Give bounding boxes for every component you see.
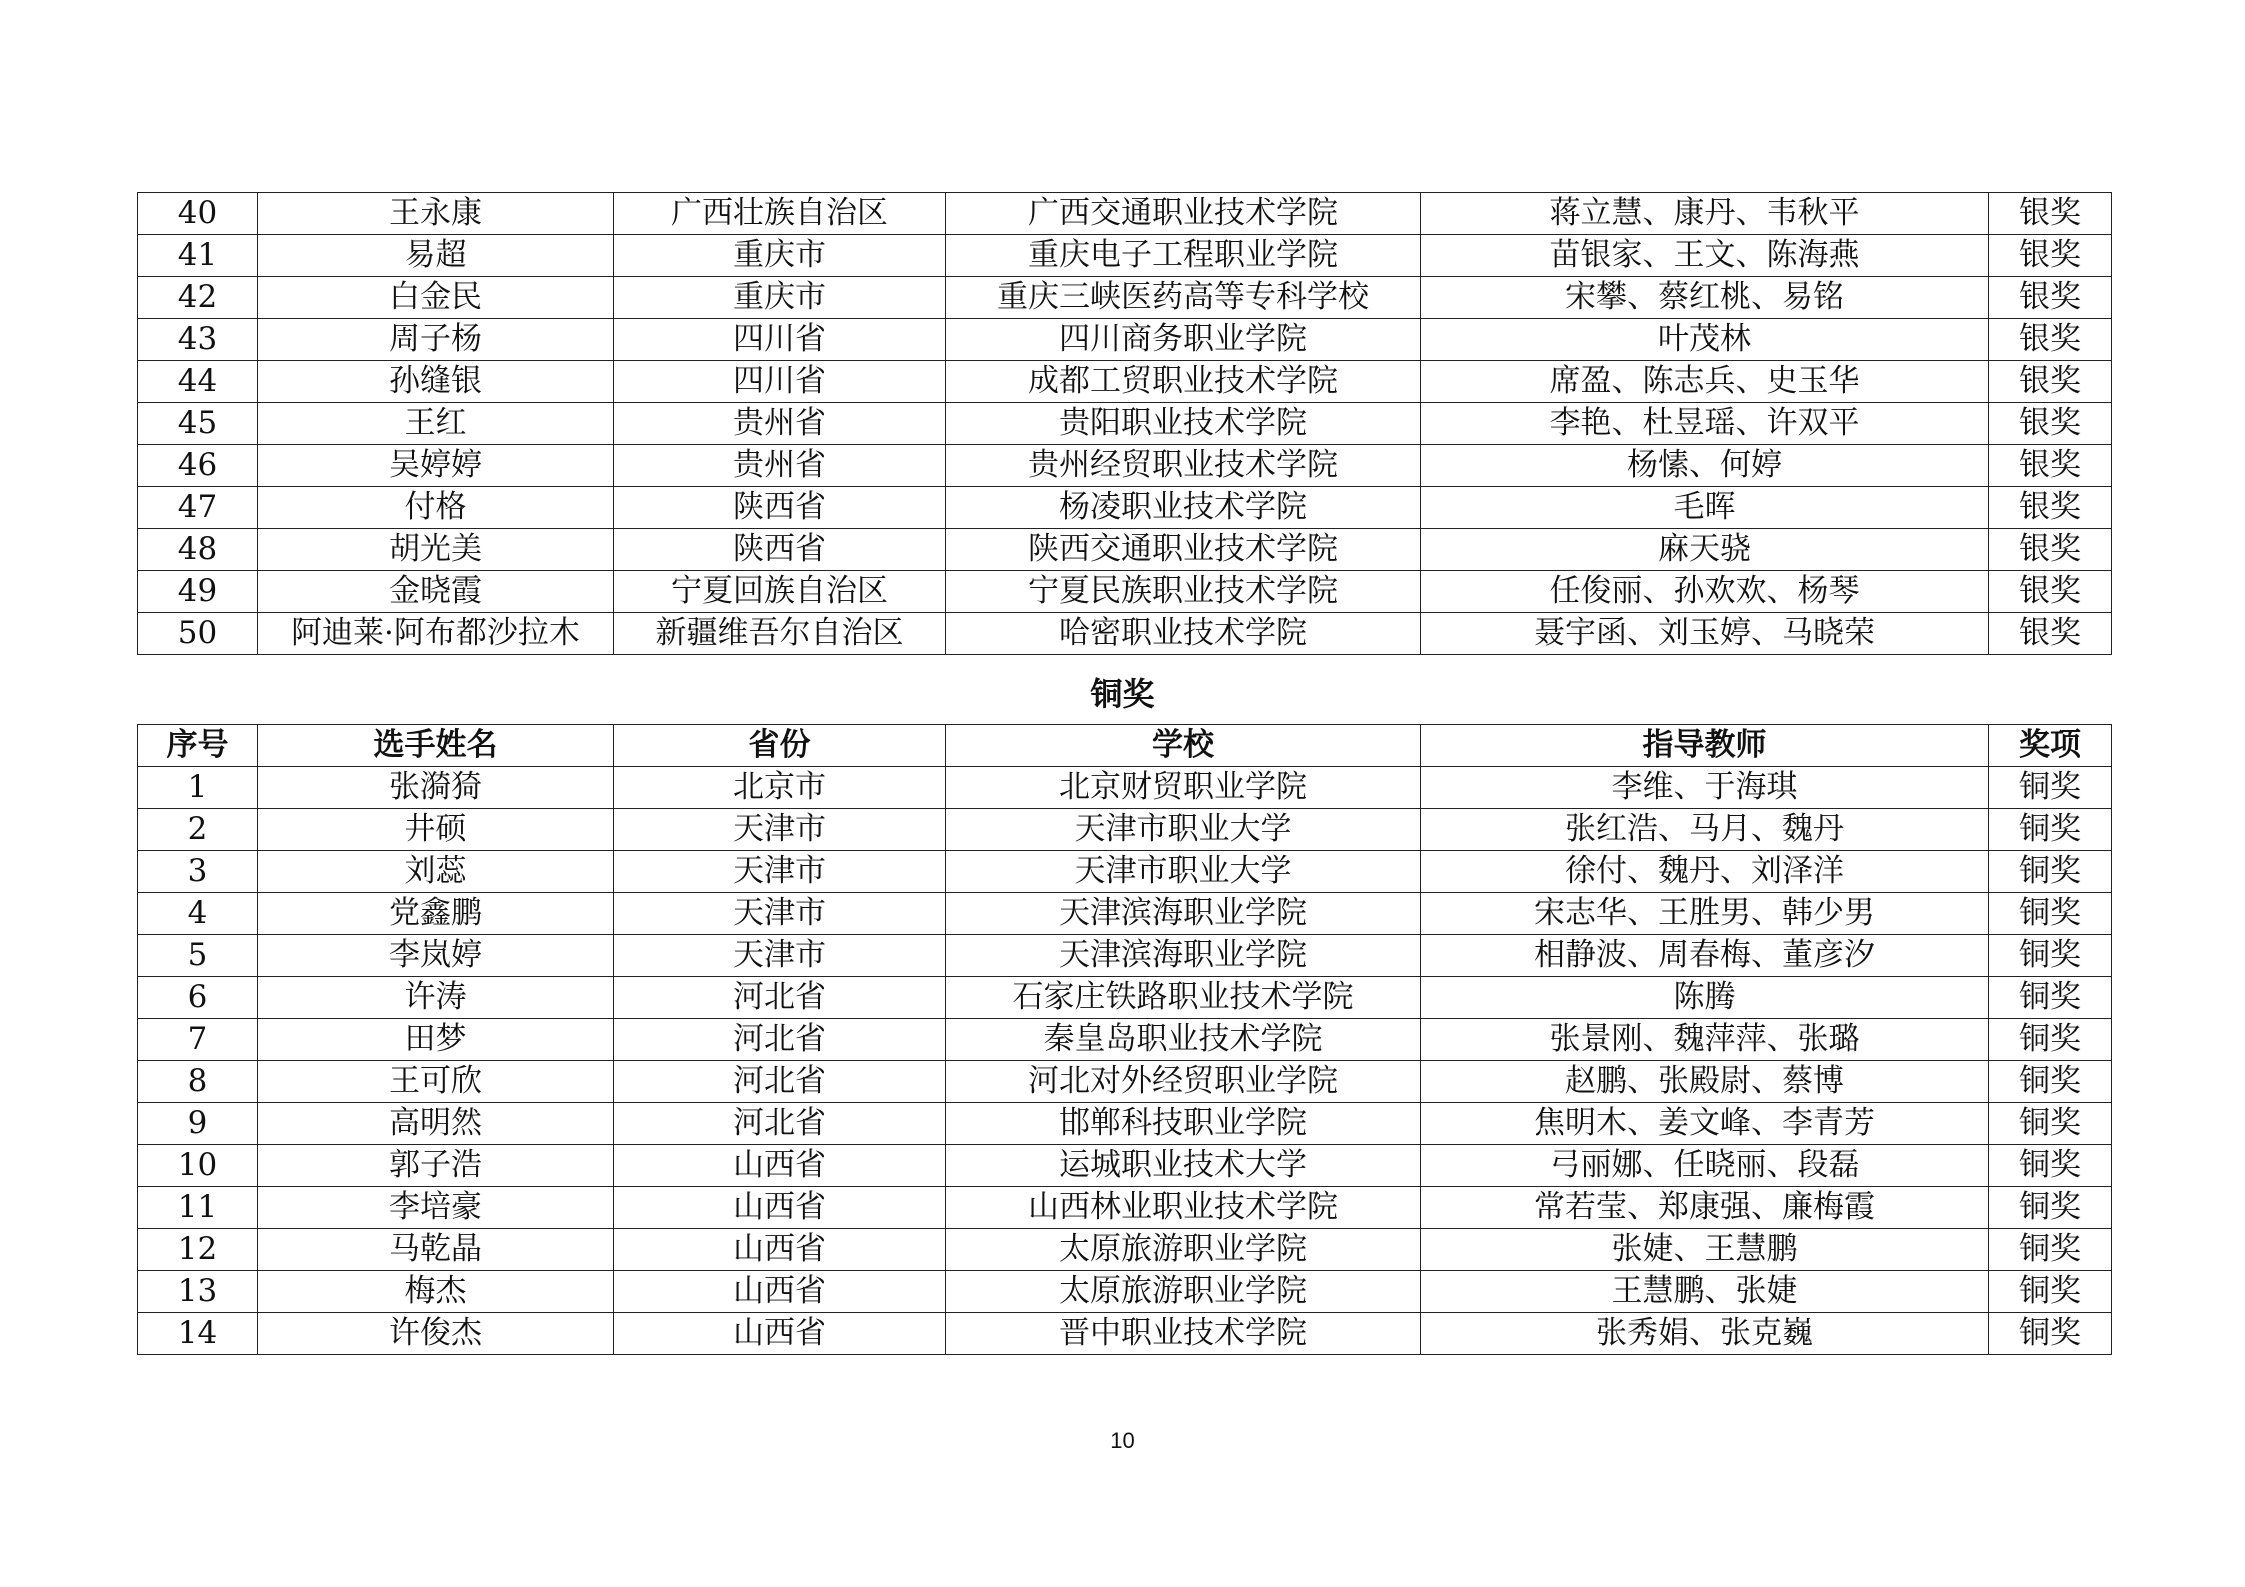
header-school: 学校 <box>946 725 1421 767</box>
cell-index: 48 <box>138 529 258 571</box>
table-row <box>138 1313 2112 1355</box>
table-row <box>138 1103 2112 1145</box>
table-row <box>138 193 2112 235</box>
cell-contestant-name: 白金民 <box>258 277 614 319</box>
cell-award: 银奖 <box>1989 613 2112 655</box>
cell-teachers: 徐付、魏丹、刘泽洋 <box>1421 851 1989 893</box>
cell-province: 山西省 <box>614 1271 946 1313</box>
cell-index: 14 <box>138 1313 258 1355</box>
cell-school: 晋中职业技术学院 <box>946 1313 1421 1355</box>
cell-award: 银奖 <box>1989 487 2112 529</box>
cell-province: 河北省 <box>614 1103 946 1145</box>
table-row <box>138 319 2112 361</box>
cell-contestant-name: 梅杰 <box>258 1271 614 1313</box>
cell-school: 重庆三峡医药高等专科学校 <box>946 277 1421 319</box>
cell-province: 广西壮族自治区 <box>614 193 946 235</box>
cell-award: 银奖 <box>1989 193 2112 235</box>
cell-teachers: 相静波、周春梅、董彦汐 <box>1421 935 1989 977</box>
cell-contestant-name: 易超 <box>258 235 614 277</box>
cell-province: 贵州省 <box>614 403 946 445</box>
table-row <box>138 1187 2112 1229</box>
cell-school: 哈密职业技术学院 <box>946 613 1421 655</box>
cell-award: 铜奖 <box>1989 1271 2112 1313</box>
bronze-table-body <box>138 767 2112 1355</box>
cell-award: 铜奖 <box>1989 893 2112 935</box>
cell-index: 40 <box>138 193 258 235</box>
cell-index: 10 <box>138 1145 258 1187</box>
table-row <box>138 809 2112 851</box>
table-row <box>138 1145 2112 1187</box>
cell-school: 太原旅游职业学院 <box>946 1271 1421 1313</box>
cell-province: 陕西省 <box>614 529 946 571</box>
cell-school: 杨凌职业技术学院 <box>946 487 1421 529</box>
cell-school: 广西交通职业技术学院 <box>946 193 1421 235</box>
cell-province: 天津市 <box>614 935 946 977</box>
cell-province: 贵州省 <box>614 445 946 487</box>
cell-index: 41 <box>138 235 258 277</box>
header-index: 序号 <box>138 725 258 767</box>
table-row <box>138 893 2112 935</box>
page-number: 10 <box>1110 1428 1135 1453</box>
cell-award: 银奖 <box>1989 235 2112 277</box>
cell-school: 贵阳职业技术学院 <box>946 403 1421 445</box>
cell-school: 北京财贸职业学院 <box>946 767 1421 809</box>
cell-province: 重庆市 <box>614 277 946 319</box>
table-row <box>138 487 2112 529</box>
cell-school: 天津市职业大学 <box>946 809 1421 851</box>
table-row <box>138 235 2112 277</box>
cell-province: 天津市 <box>614 851 946 893</box>
cell-teachers: 毛晖 <box>1421 487 1989 529</box>
cell-province: 河北省 <box>614 1019 946 1061</box>
cell-province: 陕西省 <box>614 487 946 529</box>
cell-teachers: 陈腾 <box>1421 977 1989 1019</box>
cell-province: 山西省 <box>614 1145 946 1187</box>
cell-school: 邯郸科技职业学院 <box>946 1103 1421 1145</box>
cell-school: 天津滨海职业学院 <box>946 935 1421 977</box>
cell-school: 贵州经贸职业技术学院 <box>946 445 1421 487</box>
cell-teachers: 席盈、陈志兵、史玉华 <box>1421 361 1989 403</box>
cell-contestant-name: 胡光美 <box>258 529 614 571</box>
cell-teachers: 苗银家、王文、陈海燕 <box>1421 235 1989 277</box>
cell-index: 4 <box>138 893 258 935</box>
cell-teachers: 张景刚、魏萍萍、张璐 <box>1421 1019 1989 1061</box>
cell-index: 11 <box>138 1187 258 1229</box>
cell-contestant-name: 王红 <box>258 403 614 445</box>
table-row <box>138 445 2112 487</box>
cell-contestant-name: 王永康 <box>258 193 614 235</box>
cell-school: 太原旅游职业学院 <box>946 1229 1421 1271</box>
table-row <box>138 1229 2112 1271</box>
table-row <box>138 1019 2112 1061</box>
cell-index: 12 <box>138 1229 258 1271</box>
cell-contestant-name: 刘蕊 <box>258 851 614 893</box>
bronze-section-title: 铜奖 <box>1090 675 1155 713</box>
cell-province: 四川省 <box>614 319 946 361</box>
cell-contestant-name: 吴婷婷 <box>258 445 614 487</box>
table-row <box>138 403 2112 445</box>
cell-index: 2 <box>138 809 258 851</box>
table-row <box>138 571 2112 613</box>
cell-award: 银奖 <box>1989 361 2112 403</box>
cell-teachers: 张秀娟、张克巍 <box>1421 1313 1989 1355</box>
cell-province: 天津市 <box>614 893 946 935</box>
cell-award: 铜奖 <box>1989 1313 2112 1355</box>
cell-contestant-name: 张漪猗 <box>258 767 614 809</box>
cell-province: 天津市 <box>614 809 946 851</box>
cell-teachers: 张红浩、马月、魏丹 <box>1421 809 1989 851</box>
cell-index: 9 <box>138 1103 258 1145</box>
cell-contestant-name: 马乾晶 <box>258 1229 614 1271</box>
cell-award: 铜奖 <box>1989 977 2112 1019</box>
cell-teachers: 李维、于海琪 <box>1421 767 1989 809</box>
cell-index: 50 <box>138 613 258 655</box>
cell-contestant-name: 王可欣 <box>258 1061 614 1103</box>
table-row <box>138 767 2112 809</box>
cell-contestant-name: 孙缝银 <box>258 361 614 403</box>
cell-contestant-name: 阿迪莱·阿布都沙拉木 <box>258 613 614 655</box>
header-row <box>138 725 2112 767</box>
cell-school: 山西林业职业技术学院 <box>946 1187 1421 1229</box>
cell-school: 河北对外经贸职业学院 <box>946 1061 1421 1103</box>
cell-school: 陕西交通职业技术学院 <box>946 529 1421 571</box>
cell-index: 44 <box>138 361 258 403</box>
cell-contestant-name: 李培豪 <box>258 1187 614 1229</box>
cell-contestant-name: 许涛 <box>258 977 614 1019</box>
cell-contestant-name: 郭子浩 <box>258 1145 614 1187</box>
header-name: 选手姓名 <box>258 725 614 767</box>
cell-teachers: 焦明木、姜文峰、李青芳 <box>1421 1103 1989 1145</box>
cell-province: 四川省 <box>614 361 946 403</box>
cell-school: 四川商务职业学院 <box>946 319 1421 361</box>
cell-award: 铜奖 <box>1989 1145 2112 1187</box>
cell-award: 铜奖 <box>1989 1103 2112 1145</box>
cell-school: 秦皇岛职业技术学院 <box>946 1019 1421 1061</box>
cell-province: 新疆维吾尔自治区 <box>614 613 946 655</box>
cell-teachers: 王慧鹏、张婕 <box>1421 1271 1989 1313</box>
cell-teachers: 叶茂林 <box>1421 319 1989 361</box>
cell-award: 铜奖 <box>1989 1019 2112 1061</box>
silver-award-table <box>137 192 2112 655</box>
cell-index: 13 <box>138 1271 258 1313</box>
cell-contestant-name: 高明然 <box>258 1103 614 1145</box>
cell-index: 49 <box>138 571 258 613</box>
cell-school: 成都工贸职业技术学院 <box>946 361 1421 403</box>
cell-province: 河北省 <box>614 977 946 1019</box>
cell-award: 银奖 <box>1989 319 2112 361</box>
table-row <box>138 277 2112 319</box>
cell-province: 宁夏回族自治区 <box>614 571 946 613</box>
cell-teachers: 蒋立慧、康丹、韦秋平 <box>1421 193 1989 235</box>
cell-award: 铜奖 <box>1989 935 2112 977</box>
bronze-table-header <box>138 725 2112 767</box>
table-row <box>138 977 2112 1019</box>
cell-teachers: 赵鹏、张殿尉、蔡博 <box>1421 1061 1989 1103</box>
silver-table-body <box>138 193 2112 655</box>
cell-award: 银奖 <box>1989 445 2112 487</box>
cell-award: 银奖 <box>1989 403 2112 445</box>
cell-teachers: 常若莹、郑康强、廉梅霞 <box>1421 1187 1989 1229</box>
cell-index: 5 <box>138 935 258 977</box>
cell-award: 铜奖 <box>1989 809 2112 851</box>
cell-contestant-name: 李岚婷 <box>258 935 614 977</box>
cell-province: 河北省 <box>614 1061 946 1103</box>
cell-teachers: 任俊丽、孙欢欢、杨琴 <box>1421 571 1989 613</box>
cell-index: 47 <box>138 487 258 529</box>
cell-index: 1 <box>138 767 258 809</box>
cell-school: 天津市职业大学 <box>946 851 1421 893</box>
cell-contestant-name: 党鑫鹏 <box>258 893 614 935</box>
cell-province: 山西省 <box>614 1229 946 1271</box>
cell-index: 45 <box>138 403 258 445</box>
cell-school: 运城职业技术大学 <box>946 1145 1421 1187</box>
cell-teachers: 宋攀、蔡红桃、易铭 <box>1421 277 1989 319</box>
table-row <box>138 935 2112 977</box>
cell-teachers: 李艳、杜昱瑶、许双平 <box>1421 403 1989 445</box>
cell-teachers: 弓丽娜、任晓丽、段磊 <box>1421 1145 1989 1187</box>
cell-index: 6 <box>138 977 258 1019</box>
cell-award: 铜奖 <box>1989 1061 2112 1103</box>
table-row <box>138 851 2112 893</box>
table-row <box>138 613 2112 655</box>
cell-teachers: 杨愫、何婷 <box>1421 445 1989 487</box>
cell-province: 山西省 <box>614 1313 946 1355</box>
cell-contestant-name: 周子杨 <box>258 319 614 361</box>
cell-province: 山西省 <box>614 1187 946 1229</box>
cell-award: 铜奖 <box>1989 767 2112 809</box>
cell-award: 银奖 <box>1989 571 2112 613</box>
cell-teachers: 张婕、王慧鹏 <box>1421 1229 1989 1271</box>
cell-index: 43 <box>138 319 258 361</box>
cell-school: 天津滨海职业学院 <box>946 893 1421 935</box>
table-row <box>138 361 2112 403</box>
cell-award: 铜奖 <box>1989 1229 2112 1271</box>
header-province: 省份 <box>614 725 946 767</box>
cell-contestant-name: 付格 <box>258 487 614 529</box>
table-row <box>138 529 2112 571</box>
cell-index: 3 <box>138 851 258 893</box>
cell-teachers: 宋志华、王胜男、韩少男 <box>1421 893 1989 935</box>
table-row <box>138 1061 2112 1103</box>
cell-award: 铜奖 <box>1989 851 2112 893</box>
cell-contestant-name: 许俊杰 <box>258 1313 614 1355</box>
cell-index: 46 <box>138 445 258 487</box>
cell-school: 宁夏民族职业技术学院 <box>946 571 1421 613</box>
cell-index: 8 <box>138 1061 258 1103</box>
cell-school: 重庆电子工程职业学院 <box>946 235 1421 277</box>
header-teachers: 指导教师 <box>1421 725 1989 767</box>
cell-school: 石家庄铁路职业技术学院 <box>946 977 1421 1019</box>
cell-teachers: 麻天骁 <box>1421 529 1989 571</box>
header-award: 奖项 <box>1989 725 2112 767</box>
cell-contestant-name: 井硕 <box>258 809 614 851</box>
cell-province: 北京市 <box>614 767 946 809</box>
table-row <box>138 1271 2112 1313</box>
cell-award: 银奖 <box>1989 529 2112 571</box>
cell-index: 7 <box>138 1019 258 1061</box>
cell-contestant-name: 田梦 <box>258 1019 614 1061</box>
cell-province: 重庆市 <box>614 235 946 277</box>
cell-contestant-name: 金晓霞 <box>258 571 614 613</box>
cell-teachers: 聂宇函、刘玉婷、马晓荣 <box>1421 613 1989 655</box>
cell-award: 铜奖 <box>1989 1187 2112 1229</box>
bronze-award-table <box>137 724 2112 1355</box>
cell-index: 42 <box>138 277 258 319</box>
cell-award: 银奖 <box>1989 277 2112 319</box>
